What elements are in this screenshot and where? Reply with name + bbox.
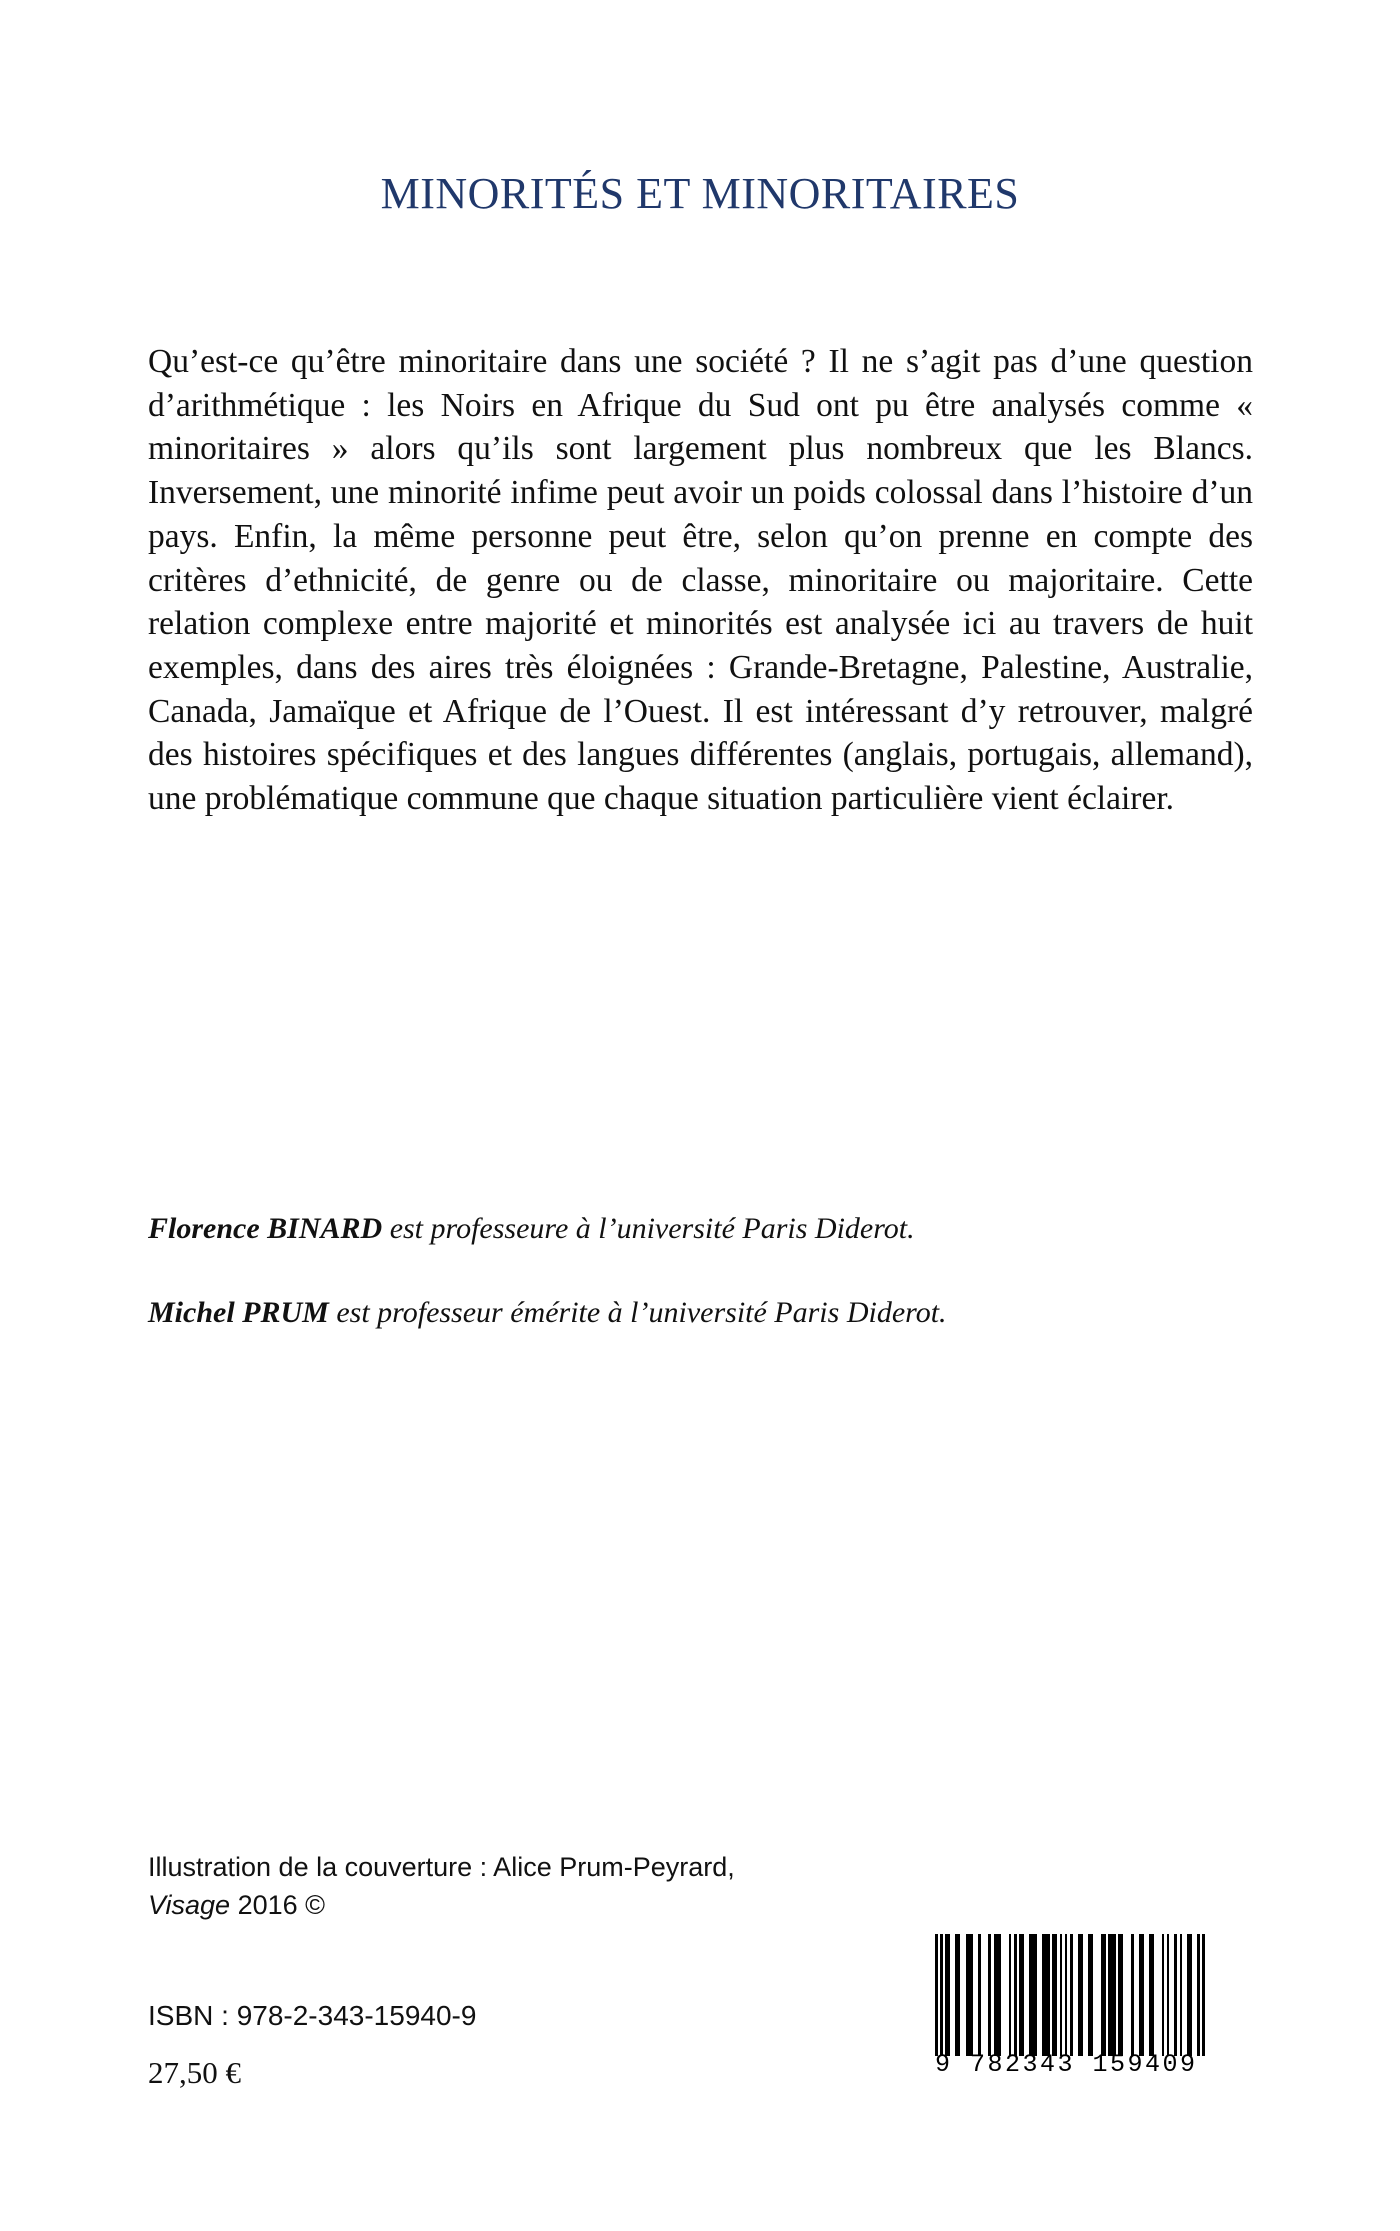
- credit-work-title: Visage: [148, 1890, 231, 1921]
- page-title: MINORITÉS ET MINORITAIRES: [380, 169, 1020, 218]
- price-text: 27,50 €: [148, 2055, 241, 2090]
- blurb-text: Qu’est-ce qu’être minoritaire dans une société ? Il ne s’agit pas d’une question d’arithmétique : les Noirs en Afrique du Sud ont pu être analysés comme « minoritaires » alors qu’ils sont largement plus nombreux que les Blancs. Inversement, une minorité infime peut avoir un poids colossal dans l’histoire d’un pays. Enfin, la même personne peut être, selon qu’on prenne en compte des critères d’ethnicité, de genre ou de classe, minoritaire ou majoritaire. Cette relation complexe entre majorité et minorités est analysée ici au travers de huit exemples, dans des aires très éloignées : Grande-Bretagne, Palestine, Australie, Canada, Jamaïque et Afrique de l’Ouest. Il est intéressant d’y retrouver, malgré des histoires spécifiques et des langues différentes (anglais, portugais, allemand), une problématique commune que chaque situation particulière vient éclairer.: [148, 343, 1253, 818]
- author-name-2: Michel PRUM: [148, 1296, 329, 1329]
- barcode-bars: [935, 1934, 1205, 2056]
- barcode-digits: 9 782343 159409: [935, 2050, 1198, 2079]
- credit-line: Illustration de la couverture : Alice Prum-Peyrard,: [148, 1852, 735, 1882]
- author-role-2: est professeur émérite à l’université Paris Diderot.: [328, 1296, 947, 1329]
- credit-year: 2016 ©: [230, 1890, 326, 1921]
- isbn-text: ISBN : 978-2-343-15940-9: [148, 2000, 477, 2031]
- barcode: [935, 1934, 1205, 2094]
- author-role-1: est professeure à l’université Paris Diderot.: [382, 1212, 915, 1245]
- author-bio-1: [148, 1212, 1258, 1246]
- author-name-1: Florence BINARD: [148, 1212, 383, 1245]
- author-bio-2: [148, 1296, 1258, 1330]
- cover-illustration-credit: [148, 1848, 1048, 1925]
